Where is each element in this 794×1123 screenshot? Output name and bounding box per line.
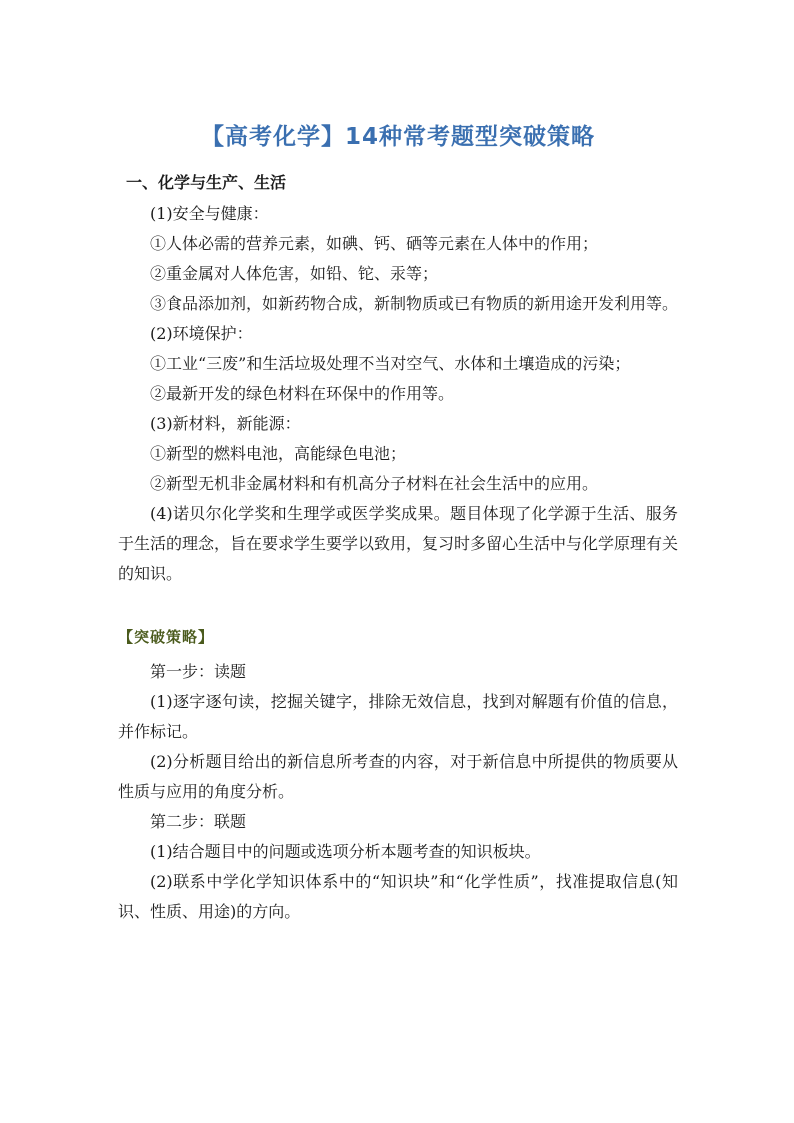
paragraph: ②新型无机非金属材料和有机高分子材料在社会生活中的应用。 — [150, 474, 599, 493]
paragraph: ①新型的燃料电池，高能绿色电池； — [150, 444, 407, 463]
paragraph: (2)分析题目给出的新信息所考查的内容，对于新信息中所提供的物质要从性质与应用的角度分析。 — [118, 752, 678, 801]
paragraph: ①人体必需的营养元素，如碘、钙、硒等元素在人体中的作用； — [150, 234, 599, 253]
strategy-heading: 【突破策略】 — [118, 628, 215, 646]
paragraph: 第一步：读题 — [150, 662, 247, 681]
paragraph: ③食品添加剂，如新药物合成，新制物质或已有物质的新用途开发利用等。 — [150, 294, 679, 313]
paragraph: ①工业“三废”和生活垃圾处理不当对空气、水体和土壤造成的污染； — [150, 354, 631, 373]
paragraph: (2)环境保护： — [150, 324, 253, 343]
paragraph: ②最新开发的绿色材料在环保中的作用等。 — [150, 384, 455, 403]
paragraph: (3)新材料，新能源： — [150, 414, 301, 433]
paragraph: (1)结合题目中的问题或选项分析本题考查的知识板块。 — [150, 842, 541, 861]
paragraph: (1)安全与健康： — [150, 204, 269, 223]
document-page — [118, 118, 678, 927]
paragraph: ②重金属对人体危害，如铅、铊、汞等； — [150, 264, 439, 283]
section-heading: 一、化学与生产、生活 — [126, 173, 287, 192]
paragraph: 第二步：联题 — [150, 812, 247, 831]
paragraph: (4)诺贝尔化学奖和生理学或医学奖成果。题目体现了化学源于生活、服务于生活的理念，旨在要求学生要学以致用，复习时多留心生活中与化学原理有关的知识。 — [118, 504, 679, 583]
paragraph: (2)联系中学化学知识体系中的“知识块”和“化学性质”，找准提取信息(知识、性质、用途)的方向。 — [118, 872, 678, 921]
paragraph: (1)逐字逐句读，挖掘关键字，排除无效信息，找到对解题有价值的信息，并作标记。 — [118, 692, 678, 741]
document-title: 【高考化学】14种常考题型突破策略 — [200, 124, 595, 150]
